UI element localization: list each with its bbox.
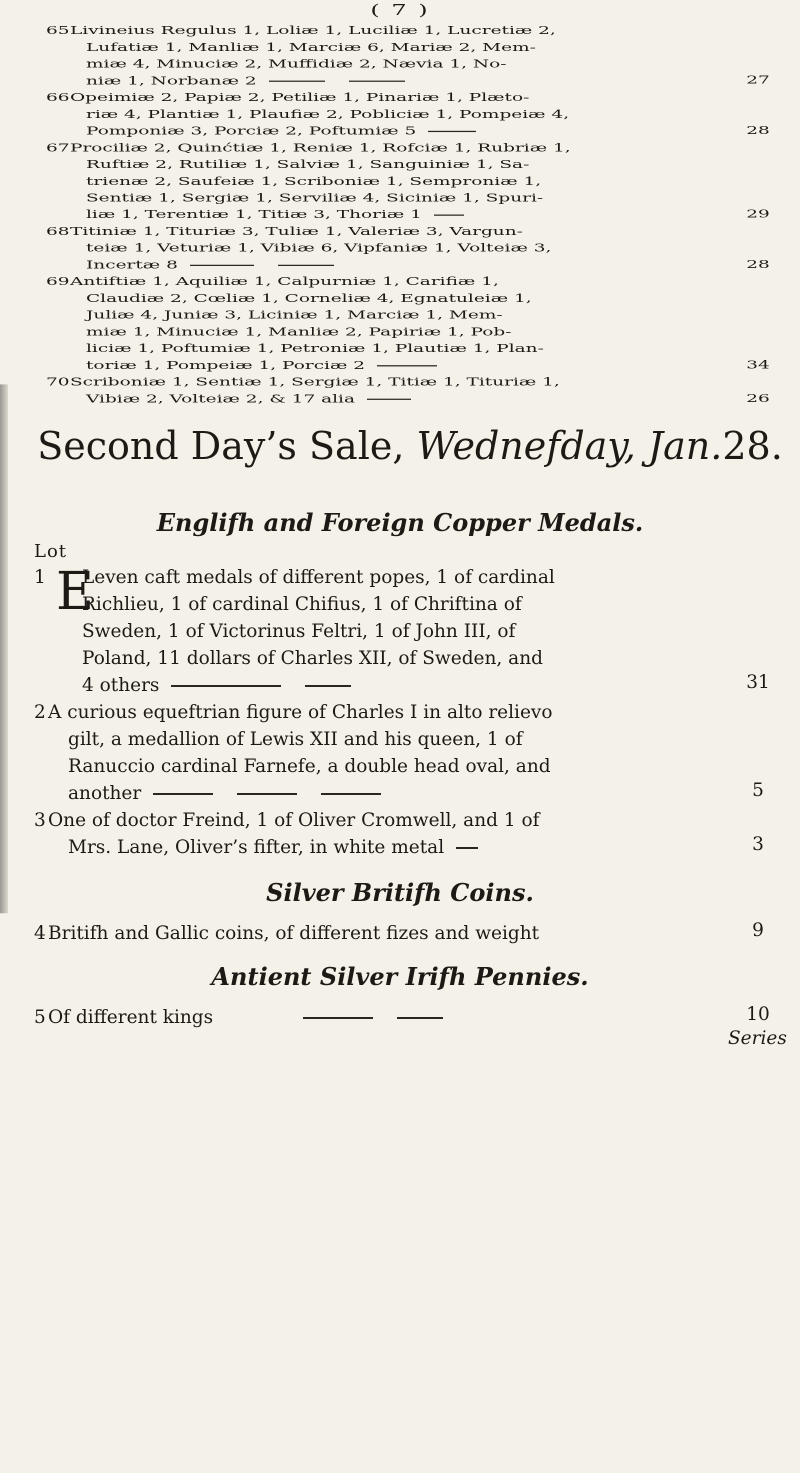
sale-heading [30, 424, 790, 468]
entry-line: teiæ 1, Veturiæ 1, Vibiæ 6, Vipfaniæ 1, Volteiæ 3, [86, 241, 552, 255]
lot-total: 3 [752, 834, 764, 855]
entry-number: 66 [46, 91, 70, 105]
lot-line: One of doctor Freind, 1 of Oliver Cromwell, and 1 of [48, 810, 540, 831]
lot-total: 10 [746, 1004, 770, 1025]
lot-line: Britifh and Gallic coins, of different fizes and weight [48, 923, 540, 944]
sale-day: Wednefday, [416, 424, 636, 468]
lot-1 [34, 564, 744, 699]
lot-line: Sweden, 1 of Victorinus Feltri, 1 of John III, of [82, 621, 516, 642]
entry-line: riæ 4, Plantiæ 1, Plaufiæ 2, Pobliciæ 1, Pompeiæ 4, [86, 107, 570, 121]
lot-total: 31 [746, 672, 770, 693]
sale-month: Jan. [647, 424, 723, 468]
lot-line-text: another [68, 783, 142, 804]
entry-line: miæ 1, Minuciæ 1, Manliæ 2, Papiriæ 1, Pob- [86, 325, 512, 339]
entry-line: Livineius Regulus 1, Loliæ 1, Luciliæ 1, Lucretiæ 2, [70, 24, 556, 38]
section-heading: Antient Silver Irifh Pennies. [211, 962, 589, 991]
entry-total: 27 [746, 73, 770, 87]
lot-line: Poland, 11 dollars of Charles XII, of Sweden, and [82, 648, 543, 669]
lot-line: Ranuccio cardinal Farnefe, a double head oval, and [68, 756, 551, 777]
sale-date-number: 28. [722, 424, 783, 468]
entry-line: Pomponiæ 3, Porciæ 2, Poftumiæ 5 [46, 123, 746, 140]
lot-number: 4 [34, 923, 46, 944]
lot-3 [34, 807, 744, 861]
entry-total: 28 [746, 124, 770, 138]
entry-line: miæ 4, Minuciæ 2, Muffidiæ 2, Nævia 1, No- [86, 57, 507, 71]
entry-line: liæ 1, Terentiæ 1, Titiæ 3, Thoriæ 1 [46, 206, 746, 223]
entry-line: Sentiæ 1, Sergiæ 1, Serviliæ 4, Siciniæ 1, Spuri- [86, 191, 544, 205]
page-number: ( 7 ) [370, 1, 430, 19]
lot-line [34, 1004, 744, 1031]
lot-line: Leven caft medals of different popes, 1 of cardinal [82, 567, 555, 588]
lot-label: Lot [34, 541, 68, 562]
lot-number: 1 [34, 567, 46, 588]
entry-line: Juliæ 4, Juniæ 3, Liciniæ 1, Marciæ 1, Mem- [86, 308, 503, 322]
entry-line: Lufatiæ 1, Manliæ 1, Marciæ 6, Mariæ 2, Mem- [86, 40, 536, 54]
entry-line: Opeimiæ 2, Papiæ 2, Petiliæ 1, Pinariæ 1, Plæto- [70, 91, 530, 105]
entry-line: niæ 1, Norbanæ 2 [46, 73, 746, 90]
lot-line-text: Mrs. Lane, Oliver’s fifter, in white metal [68, 837, 445, 858]
sale-title: Second Day’s Sale, [37, 424, 405, 468]
section-heading: Englifh and Foreign Copper Medals. [156, 508, 644, 537]
entry-total: 29 [746, 207, 770, 221]
entry-line-text: Vibiæ 2, Volteiæ 2, & 17 alia [86, 392, 355, 406]
entry-number: 65 [46, 24, 70, 38]
lot-total: 5 [752, 780, 764, 801]
entry-line: Claudiæ 2, Cœliæ 1, Corneliæ 4, Egnatuleiæ 1, [86, 292, 532, 306]
lot-number: 2 [34, 702, 46, 723]
entry-line: Prociliæ 2, Quinćtiæ 1, Reniæ 1, Rofciæ 1, Rubriæ 1, [70, 141, 571, 155]
lot-line-text: Of different kings [48, 1007, 214, 1028]
entry-line: Incertæ 8 [46, 257, 746, 274]
lot-total: 9 [752, 920, 764, 941]
entry-number: 67 [46, 141, 70, 155]
lot-4 [34, 920, 744, 947]
lot-5 [34, 1004, 744, 1031]
entry-number: 69 [46, 275, 70, 289]
entry-line: Scriboniæ 1, Sentiæ 1, Sergiæ 1, Titiæ 1, Tituriæ 1, [70, 375, 560, 389]
series-label: Series [728, 1028, 787, 1049]
lot-line-text: 4 others [82, 675, 160, 696]
lot-line [34, 834, 744, 861]
lot-2 [34, 699, 744, 807]
entry-line: liciæ 1, Poftumiæ 1, Petroniæ 1, Plautiæ 1, Plan- [86, 342, 544, 356]
lot-line [34, 672, 744, 699]
lot-number: 3 [34, 810, 46, 831]
entry-line-text: toriæ 1, Pompeiæ 1, Porciæ 2 [86, 358, 366, 372]
entry-number: 68 [46, 225, 70, 239]
section-heading: Silver Britifh Coins. [266, 878, 534, 907]
lot-line [34, 780, 744, 807]
drop-cap: E [56, 562, 94, 622]
entry-line: Antiftiæ 1, Aquiliæ 1, Calpurniæ 1, Carifiæ 1, [70, 275, 499, 289]
lot-line: A curious equeftrian figure of Charles I in alto relievo [48, 702, 553, 723]
entry-line: Titiniæ 1, Tituriæ 3, Tuliæ 1, Valeriæ 3, Vargun- [70, 225, 523, 239]
entry-line: trienæ 2, Saufeiæ 1, Scriboniæ 1, Semproniæ 1, [86, 174, 542, 188]
lot-line: gilt, a medallion of Lewis XII and his queen, 1 of [68, 729, 523, 750]
entry-total: 28 [746, 257, 770, 271]
lot-number: 5 [34, 1007, 46, 1028]
lot-line: Richlieu, 1 of cardinal Chifius, 1 of Chriftina of [82, 594, 522, 615]
entry-line: Ruftiæ 2, Rutiliæ 1, Salviæ 1, Sanguiniæ 1, Sa- [86, 158, 530, 172]
entry-total: 34 [746, 358, 770, 372]
entry-total: 26 [746, 391, 770, 405]
entry-number: 70 [46, 375, 70, 389]
